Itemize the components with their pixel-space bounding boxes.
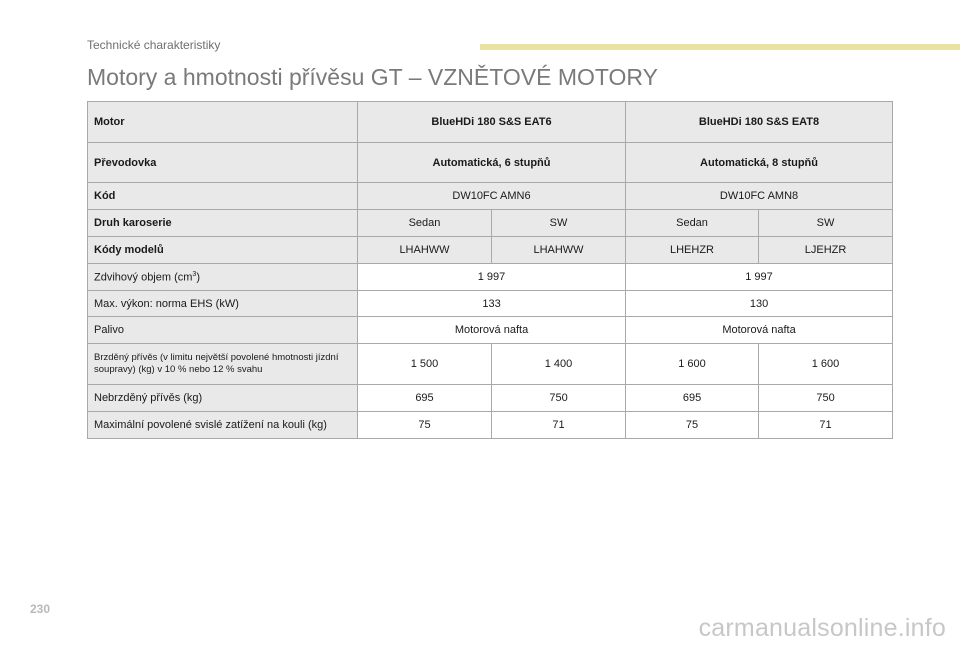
unbraked-trailer-cell: 750 xyxy=(492,385,626,412)
row-label-engine: Motor xyxy=(88,102,358,143)
table-row-body-type xyxy=(88,210,893,237)
engine-eat6: BlueHDi 180 S&S EAT6 xyxy=(358,102,626,143)
table-row-displacement xyxy=(88,264,893,291)
nose-weight-cell: 71 xyxy=(759,412,893,439)
braked-trailer-cell: 1 500 xyxy=(358,344,492,385)
code-eat8: DW10FC AMN8 xyxy=(626,183,893,210)
nose-weight-cell: 75 xyxy=(358,412,492,439)
gearbox-eat8: Automatická, 8 stupňů xyxy=(626,143,893,183)
page-title: Motory a hmotnosti přívěsu GT – VZNĚTOVÉ MOTORY xyxy=(87,64,658,90)
model-code-cell: LHEHZR xyxy=(626,237,759,264)
table-row-model-codes xyxy=(88,237,893,264)
row-label-fuel: Palivo xyxy=(88,317,358,344)
power-eat8: 130 xyxy=(626,291,893,317)
fuel-eat8: Motorová nafta xyxy=(626,317,893,344)
specs-table xyxy=(87,101,893,439)
header-accent-bar xyxy=(480,44,960,50)
braked-trailer-cell: 1 600 xyxy=(626,344,759,385)
code-eat6: DW10FC AMN6 xyxy=(358,183,626,210)
page-number: 230 xyxy=(30,602,51,616)
gearbox-eat6: Automatická, 6 stupňů xyxy=(358,143,626,183)
displacement-eat6: 1 997 xyxy=(358,264,626,291)
row-label-power: Max. výkon: norma EHS (kW) xyxy=(88,291,358,317)
table-row-power xyxy=(88,291,893,317)
row-label-model-codes: Kódy modelů xyxy=(88,237,358,264)
row-label-nose-weight: Maximální povolené svislé zatížení na kouli (kg) xyxy=(88,412,358,439)
body-type-cell: SW xyxy=(492,210,626,237)
power-eat6: 133 xyxy=(358,291,626,317)
model-code-cell: LHAHWW xyxy=(358,237,492,264)
body-type-cell: Sedan xyxy=(358,210,492,237)
fuel-eat6: Motorová nafta xyxy=(358,317,626,344)
model-code-cell: LHAHWW xyxy=(492,237,626,264)
table-row-unbraked-trailer xyxy=(88,385,893,412)
nose-weight-cell: 75 xyxy=(626,412,759,439)
row-label-displacement: Zdvihový objem $(cm^3)$ xyxy=(88,264,358,291)
table-row-code xyxy=(88,183,893,210)
row-label-body-type: Druh karoserie xyxy=(88,210,358,237)
table-row-engine xyxy=(88,102,893,143)
braked-trailer-cell: 1 400 xyxy=(492,344,626,385)
row-label-code: Kód xyxy=(88,183,358,210)
displacement-eat8: 1 997 xyxy=(626,264,893,291)
model-code-cell: LJEHZR xyxy=(759,237,893,264)
row-label-unbraked-trailer: Nebrzděný přívěs (kg) xyxy=(88,385,358,412)
braked-trailer-cell: 1 600 xyxy=(759,344,893,385)
row-label-gearbox: Převodovka xyxy=(88,143,358,183)
nose-weight-cell: 71 xyxy=(492,412,626,439)
unbraked-trailer-cell: 750 xyxy=(759,385,893,412)
table-row-nose-weight xyxy=(88,412,893,439)
table-row-fuel xyxy=(88,317,893,344)
watermark: carmanualsonline.info xyxy=(698,614,946,642)
unbraked-trailer-cell: 695 xyxy=(358,385,492,412)
table-row-gearbox xyxy=(88,143,893,183)
section-label: Technické charakteristiky xyxy=(87,38,221,52)
engine-eat8: BlueHDi 180 S&S EAT8 xyxy=(626,102,893,143)
body-type-cell: SW xyxy=(759,210,893,237)
table-row-braked-trailer xyxy=(88,344,893,385)
unbraked-trailer-cell: 695 xyxy=(626,385,759,412)
row-label-braked-trailer: Brzděný přívěs (v limitu největší povolené hmotnosti jízdní soupravy) (kg) v 10 % nebo 12 % svahu xyxy=(88,344,358,385)
body-type-cell: Sedan xyxy=(626,210,759,237)
